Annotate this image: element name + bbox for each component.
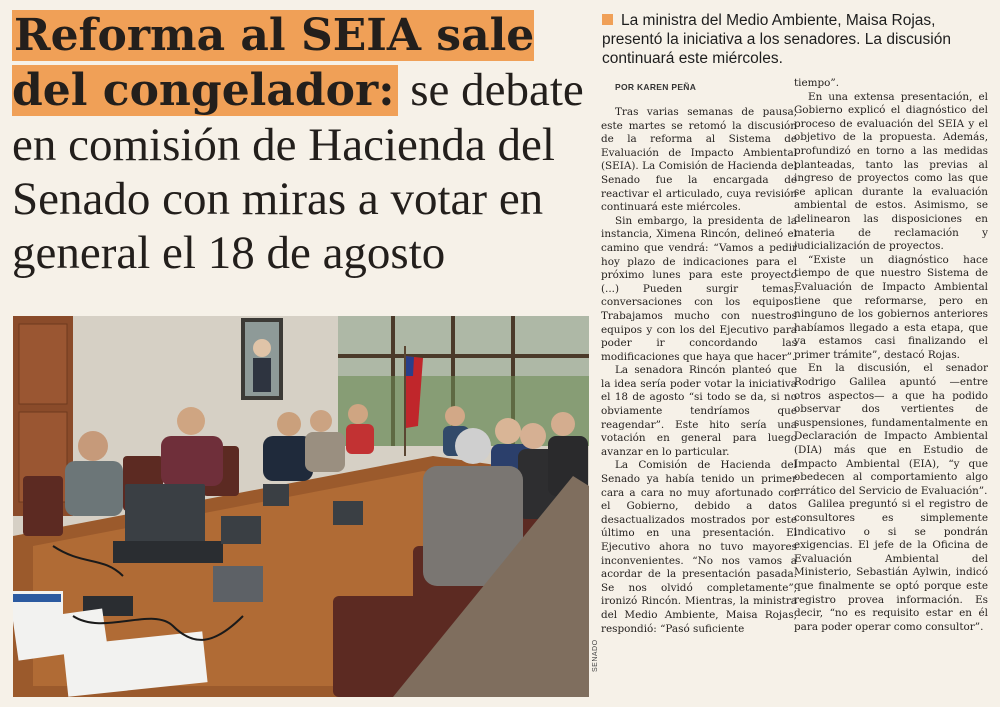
meeting-photo-illustration [13,316,589,697]
paragraph: Sin embargo, la presidenta de la instancia, Ximena Rincón, delineó el camino que vendrá: “Vamos a pedir hoy plazo de indicaciones para el próximo lunes para este proyecto (...) Pueden surgir temas, conversaciones con los equipos. Trabajamos mucho con nuestros equipos y con los del Ejecutivo para poder ir concordando las modificaciones que haya que hacer”. [601,214,797,363]
paragraph: Galilea preguntó si el registro de consultores es simplemente indicativo o si se pondrán exigencias. El jefe de la Oficina de Evaluación Ambiental del Ministerio, Sebastián Aylwin, indicó que finalmente se optó porque este registro provea información. Es decir, “no es requisito estar en él para poder operar como consultor”. [794,498,988,633]
paragraph: tiempo”. [794,77,840,89]
paragraph: En una extensa presentación, el Gobierno explicó el diagnóstico del proceso de evaluación del SEIA y el objetivo de la propuesta. Además, profundizó en torno a las medidas planteadas, tanto las previas al ingreso de proyectos como las que se aplican durante la evaluación ambiental de estos. Asimismo, se delinearon las disposiciones en materia de reclamación y judicialización de proyectos. [794,90,988,253]
paragraph: La senadora Rincón planteó que la idea sería poder votar la iniciativa el 18 de agosto “si todo se da, si no obviamente tendríamos que reagendar”. Este hito sería una votación en general para luego avanzar en lo particular. [601,364,797,458]
lede-square-marker [602,14,613,25]
byline: POR KAREN PEÑA [615,82,697,92]
lede-text: La ministra del Medio Ambiente, Maisa Rojas, presentó la iniciativa a los senadores. La discusión continuará este miércoles. [602,12,951,67]
body-column-1 [601,106,797,636]
headline-rest: se debate en comisión de Hacienda del Senado con miras a votar en general el 18 de agosto [12,64,584,279]
headline [12,8,594,280]
headline-highlight: Reforma al SEIA sale del congelador: [12,10,535,116]
paragraph: Tras varias semanas de pausa, este martes se retomó la discusión de la reforma al Sistema de Evaluación de Impacto Ambiental (SEIA). La Comisión de Hacienda del Senado fue la encargada de reactivar el articulado, cuya revisión continuará este miércoles. [601,106,797,214]
body-column-2 [794,77,988,634]
article-photo [13,316,589,697]
photo-credit: SENADO [592,639,599,672]
paragraph: En la discusión, el senador Rodrigo Galilea apuntó —entre otros aspectos— a que ha podido observar dos vertientes de suspensiones, fundamentalmente en Declaración de Impacto Ambiental (DIA) más que en Estudio de Impacto Ambiental (EIA), “y que obedecen al comportamiento algo errático del Servicio de Evaluación”. [794,362,988,497]
paragraph: “Existe un diagnóstico hace tiempo de que nuestro Sistema de Evaluación de Impacto Ambiental tiene que reformarse, pero en ninguno de los gobiernos anteriores habíamos llegado a esta etapa, que ya estamos casi finalizando el primer trámite”, destacó Rojas. [794,253,988,361]
paragraph: La Comisión de Hacienda del Senado ya había tenido un primer cara a cara no muy afortunado con el Gobierno, debido a datos desactualizados mostrados por este último en una presentación. El Ejecutivo ahora no tuvo mayores inconvenientes. “No nos vamos a acordar de la presentación pasada. Se nos olvidó completamente”, ironizó Rincón. Mientras, la ministra del Medio Ambiente, Maisa Rojas, respondió: “Pasó suficiente [601,459,797,635]
lede [602,11,982,68]
